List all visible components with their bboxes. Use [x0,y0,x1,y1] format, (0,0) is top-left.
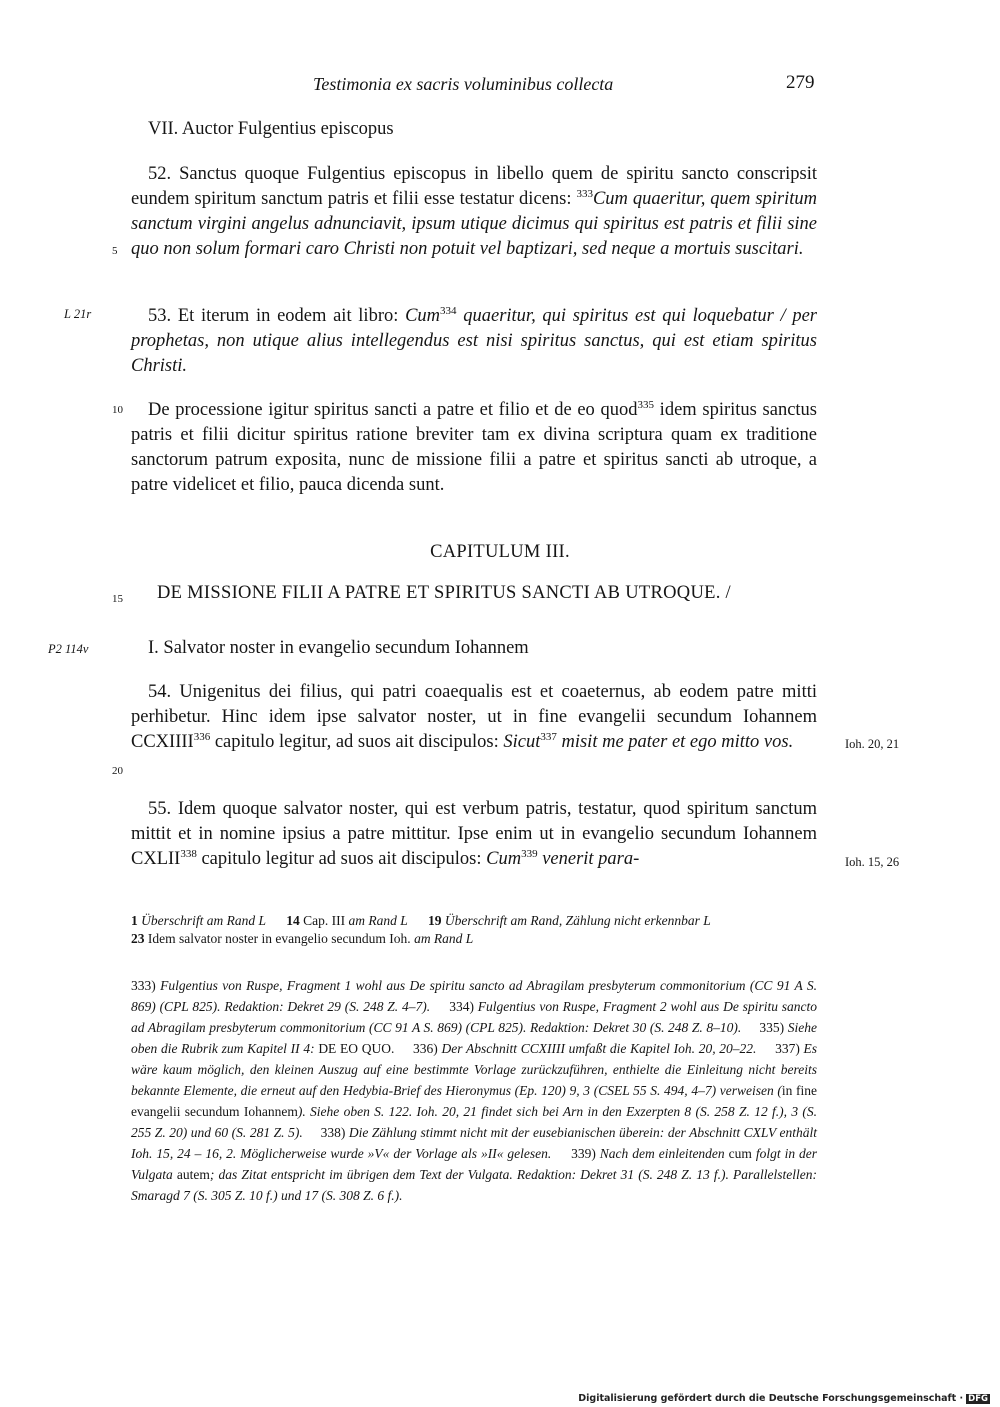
digitization-credit: Digitalisierung gefördert durch die Deutsche Forschungsgemeinschaft · DFG [578,1393,988,1404]
line-number: 15 [112,593,123,605]
dfg-logo-icon: DFG [968,1394,988,1404]
critical-apparatus [131,912,817,948]
apparatus-line: 1 Überschrift am Rand L 14 Cap. III am Rand L 19 Überschrift am Rand, Zählung nicht erkennbar L [131,913,711,928]
line-number: 20 [112,765,123,777]
section-heading-i: I. Salvator noster in evangelio secundum Iohannem [148,638,529,658]
margin-folio-l21r: L 21r [64,307,92,321]
footnote-ref-333: 333 [576,188,593,200]
margin-reference-ioh-15-26: Ioh. 15, 26 [845,855,900,869]
paragraph-54: 54. Unigenitus dei filius, qui patri coaequalis est et coaeternus, ab eodem patre mitti perhibetur. Hinc idem ipse salvator noster, ut in fine evangelii secundum Iohannem CCXIIII$^{336}$ capitulo legitur, ad suos ait discipulos: Sicut$^{337}$ misit me pater et ego mitto vos. [131,682,817,752]
chapter-title: CAPITULUM III. [430,542,570,562]
apparatus-line: 23 Idem salvator noster in evangelio secundum Ioh. am Rand L [131,931,474,946]
section-heading-vii: VII. Auctor Fulgentius episcopus [148,119,394,139]
paragraph-53: 53. Et iterum in eodem ait libro: Cum$^{334}$ quaeritur, qui spiritus est qui loquebatur / per prophetas, non utique alius intellegendus est nisi spiritus sanctus, qui est etiam spiritus Christi. [131,305,817,376]
paragraph-52: 52. Sanctus quoque Fulgentius episcopus in libello quem de spiritu sancto conscripsit eundem spiritum sanctum patris et filii esse testatur dicens: $^{333}$Cum quaeritur, quem spiritum sanctum virgini angelus adnunciavit, ipsum utique dicimus qui spiritus est patris et filii sine quo non solum formari caro Christi non potuit vel baptizari, sed neque a mortuis suscitari. [131,164,817,259]
margin-folio-p2-114v: P2 114v [48,642,89,656]
footnote-ref-335: 335 [637,399,654,411]
footnote-ref-339: 339 [521,848,538,860]
line-number: 10 [112,404,123,416]
footnote-ref-336: 336 [193,731,211,743]
running-header: Testimonia ex sacris voluminibus collecta [313,74,614,94]
footnote-ref-334: 334 [440,305,457,317]
footnotes: 333) Fulgentius von Ruspe, Fragment 1 wohl aus De spiritu sancto ad Abragilam presbyterum commonitorium (CC 91 A S. 869) (CPL 825). Redaktion: Dekret 29 (S. 248 Z. 4–7). 334) Fulgentius von Ruspe, Fragment 2 wohl aus De spiritu sancto ad Abragilam presbyterum commonitorium (CC 91 A S. 869) (CPL 825). Redaktion: Dekret 30 (S. 248 Z. 8–10). 335) Siehe oben die Rubrik zum Kapitel II 4: DE EO QUO. 336) Der Abschnitt CCXIIII umfaßt die Kapitel Ioh. 20, 20–22. 337) Es wäre kaum möglich, den kleinen Auszug auf eine bestimmte Vorlage zurückzuführen, enthielte die Einleitung nicht bereits bekannte Elemente, die erneut auf den Hedybia-Brief des Hieronymus (Ep. 120) 9, 3 (CSEL 55 S. 494, 4–7) verweisen (in fine evangelii secundum Iohannem). Siehe oben S. 122. Ioh. 20, 21 findet sich bei Arn in den Exzerpten 8 (S. 258 Z. 12 f.), 3 (S. 255 Z. 20) und 60 (S. 281 Z. 5). 338) Die Zählung stimmt nicht mit der eusebianischen überein: der Abschnitt CXLV enthält Ioh. 15, 24 – 16, 2. Möglicherweise wurde »V« der Vorlage als »II« gelesen. 339) Nach dem einleitenden cum folgt in der Vulgata autem; das Zitat entspricht im übrigen dem Text der Vulgata. Redaktion: Dekret 31 (S. 248 Z. 13 f.). Parallelstellen: Smaragd 7 (S. 305 Z. 10 f.) und 17 (S. 308 Z. 6 f.). [131,978,818,1203]
chapter-subtitle: DE MISSIONE FILII A PATRE ET SPIRITUS SANCTI AB UTROQUE. / [157,583,731,603]
paragraph-processione: De processione igitur spiritus sancti a patre et filio et de eo quod$^{335}$ idem spiritus sanctus patris et filii dicitur spiritus ratione breviter tam ex divina scriptura quam ex traditione sanctorum patrum exposita, nunc de missione filii a patre et spiritus sancti ab utroque, a patre videlicet et filio, pauca dicenda sunt. [131,399,817,495]
footnote-ref-338: 338 [180,848,197,860]
paragraph-55: 55. Idem quoque salvator noster, qui est verbum patris, testatur, quod spiritum sanctum mittit et in nomine ipsius a patre mittitur. Ipse enim ut in evangelio secundum Iohannem CXLII$^{338}$ capitulo legitur ad suos ait discipulos: Cum$^{339}$ venerit para- [131,799,817,869]
page-number: 279 [786,72,815,93]
footnote-ref-337: 337 [540,731,557,743]
margin-reference-ioh-20-21: Ioh. 20, 21 [845,737,900,751]
line-number: 5 [112,245,118,257]
